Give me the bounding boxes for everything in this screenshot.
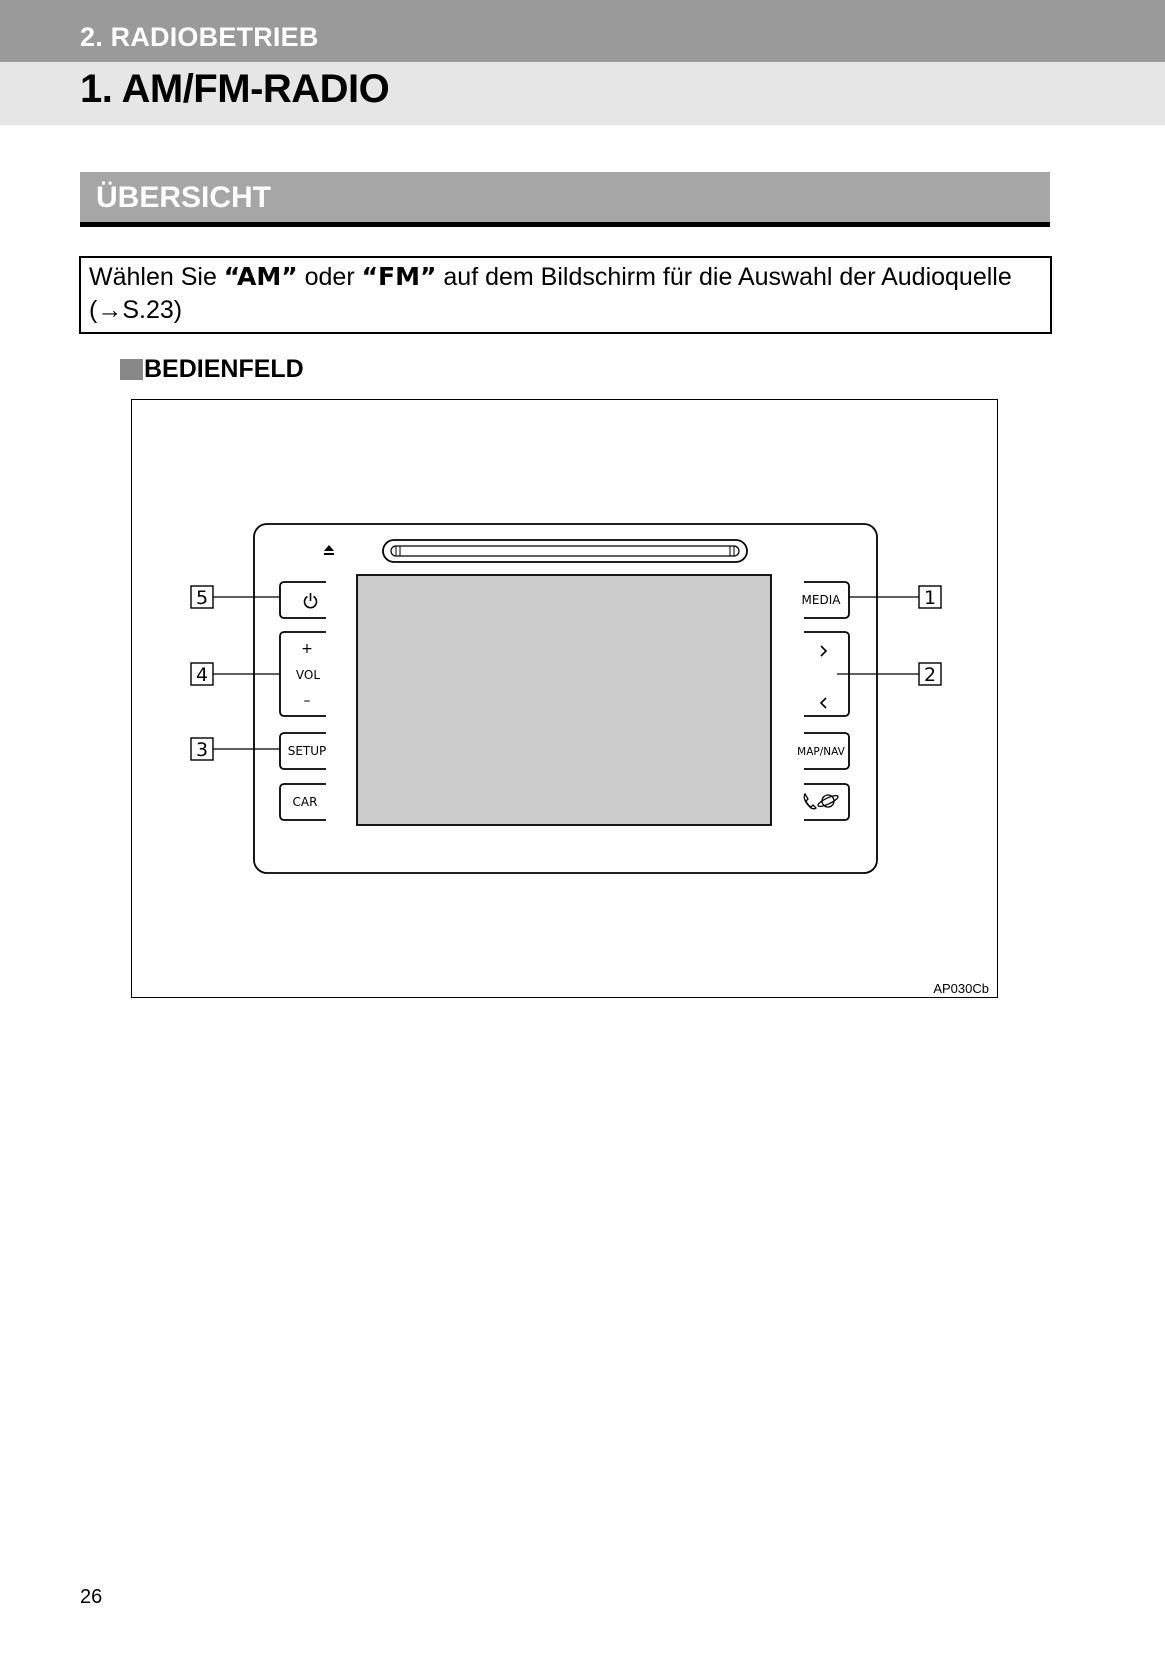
control-panel-diagram [132,400,997,997]
eject-icon [324,545,334,555]
callout-1: 1 [923,587,937,609]
note-text: oder [297,263,362,291]
map-nav-label: MAP/NAV [797,746,845,758]
car-label: CAR [292,795,318,809]
square-bullet-icon [120,359,143,380]
section-bar [80,172,1050,227]
page-title: 1. AM/FM-RADIO [80,67,390,111]
note-page-reference: (→S.23) [89,296,183,324]
callout-5: 5 [195,587,209,609]
power-icon [305,593,317,608]
phone-globe-icon [804,794,839,809]
note-text: Wählen Sie [89,263,224,291]
power-button [280,582,326,618]
volume-plus-label: + [301,641,313,657]
control-panel-figure [131,399,998,998]
cd-slot [383,540,747,562]
note-text: auf dem Bildschirm für die Auswahl der Audioquelle [436,263,1012,291]
subsection-title-text: BEDIENFELD [144,355,304,383]
volume-label: VOL [295,668,321,682]
chapter-title: 2. RADIOBETRIEB [80,22,319,52]
media-label: MEDIA [801,593,841,607]
setup-label: SETUP [287,744,327,758]
chevron-right-icon [821,646,826,656]
note-am: “AM” [223,262,298,291]
phone-button [804,784,849,820]
callout-3: 3 [195,739,209,761]
chevron-left-icon [821,698,826,708]
touch-screen [357,575,771,825]
callout-4: 4 [195,664,209,686]
note-box [79,256,1052,334]
callout-2: 2 [923,664,937,686]
figure-code: AP030Cb [933,981,989,996]
volume-minus-label: – [303,693,311,709]
section-title: ÜBERSICHT [96,181,272,214]
page-number: 26 [80,1586,103,1608]
subsection-title [120,355,304,384]
note-fm: “FM” [361,262,437,291]
